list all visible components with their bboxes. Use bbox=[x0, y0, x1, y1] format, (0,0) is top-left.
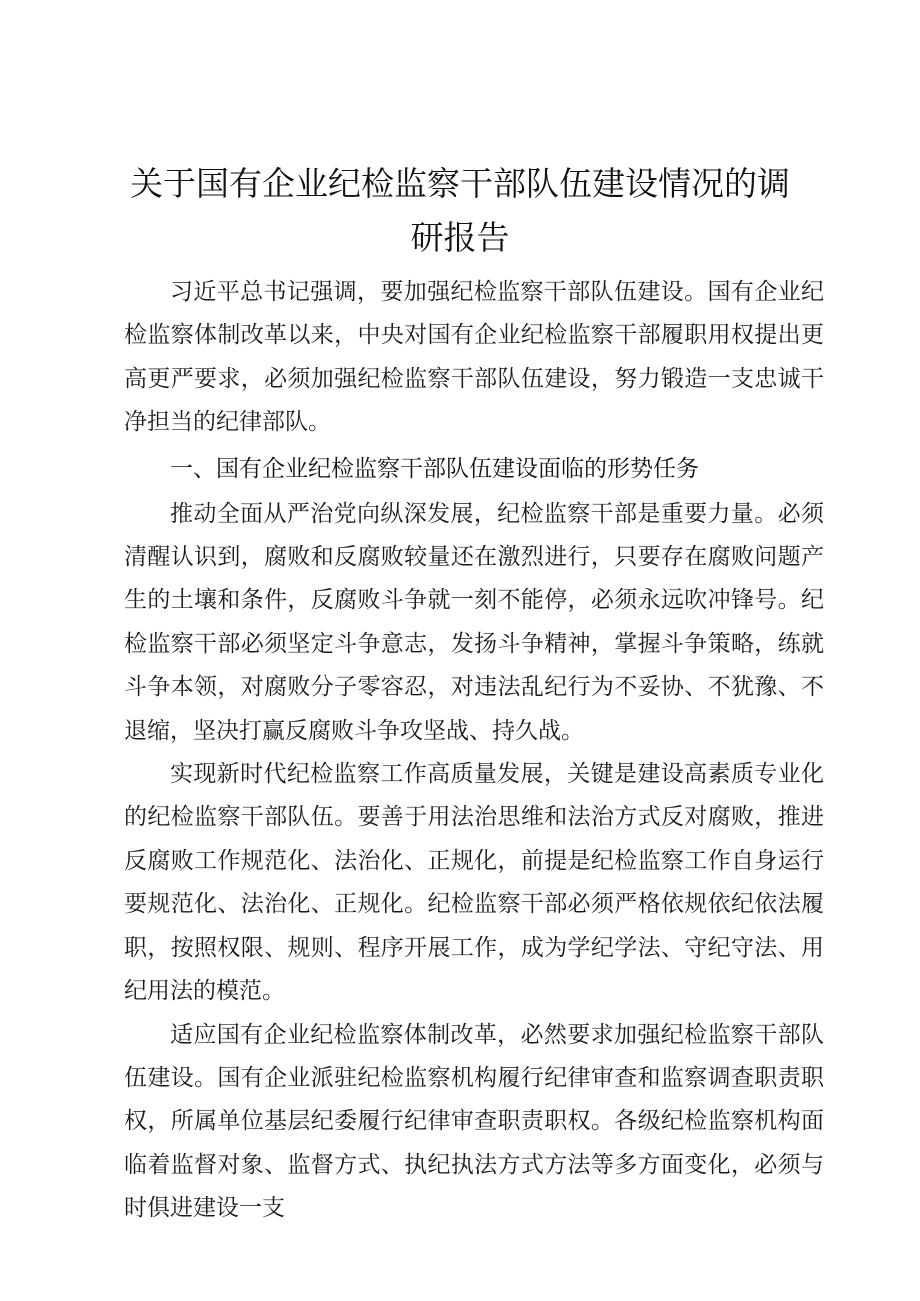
document-body bbox=[124, 271, 824, 1231]
section-1-paragraph-2: 实现新时代纪检监察工作高质量发展，关键是建设高素质专业化的纪检监察干部队伍。要善于用法治思维和法治方式反对腐败，推进反腐败工作规范化、法治化、正规化，前提是纪检监察工作自身运行要规范化、法治化、正规化。纪检监察干部必须严格依规依纪依法履职，按照权限、规则、程序开展工作，成为学纪学法、守纪守法、用纪用法的模范。 bbox=[124, 761, 824, 1005]
section-heading-1: 一、国有企业纪检监察干部队伍建设面临的形势任务 bbox=[170, 455, 699, 482]
document-title-line-1: 关于国有企业纪检监察干部队伍建设情况的调 bbox=[130, 164, 790, 203]
section-1-paragraph-3: 适应国有企业纪检监察体制改革，必然要求加强纪检监察干部队伍建设。国有企业派驻纪检监察机构履行纪律审查和监察调查职责职权，所属单位基层纪委履行纪律审查职责职权。各级纪检监察机构面临着监督对象、监督方式、执纪执法方式方法等多方面变化，必须与时俱进建设一支 bbox=[124, 1021, 824, 1222]
section-1-paragraph-1: 推动全面从严治党向纵深发展，纪检监察干部是重要力量。必须清醒认识到，腐败和反腐败较量还在激烈进行，只要存在腐败问题产生的土壤和条件，反腐败斗争就一刻不能停，必须永远吹冲锋号。纪检监察干部必须坚定斗争意志，发扬斗争精神，掌握斗争策略，练就斗争本领，对腐败分子零容忍，对违法乱纪行为不妥协、不犹豫、不退缩，坚决打赢反腐败斗争攻坚战、持久战。 bbox=[124, 500, 824, 744]
document-title-line-2: 研报告 bbox=[410, 218, 510, 257]
intro-paragraph: 习近平总书记强调，要加强纪检监察干部队伍建设。国有企业纪检监察体制改革以来，中央对国有企业纪检监察干部履职用权提出更高更严要求，必须加强纪检监察干部队伍建设，努力锻造一支忠诚干净担当的纪律部队。 bbox=[124, 279, 824, 436]
document-title bbox=[100, 157, 820, 265]
